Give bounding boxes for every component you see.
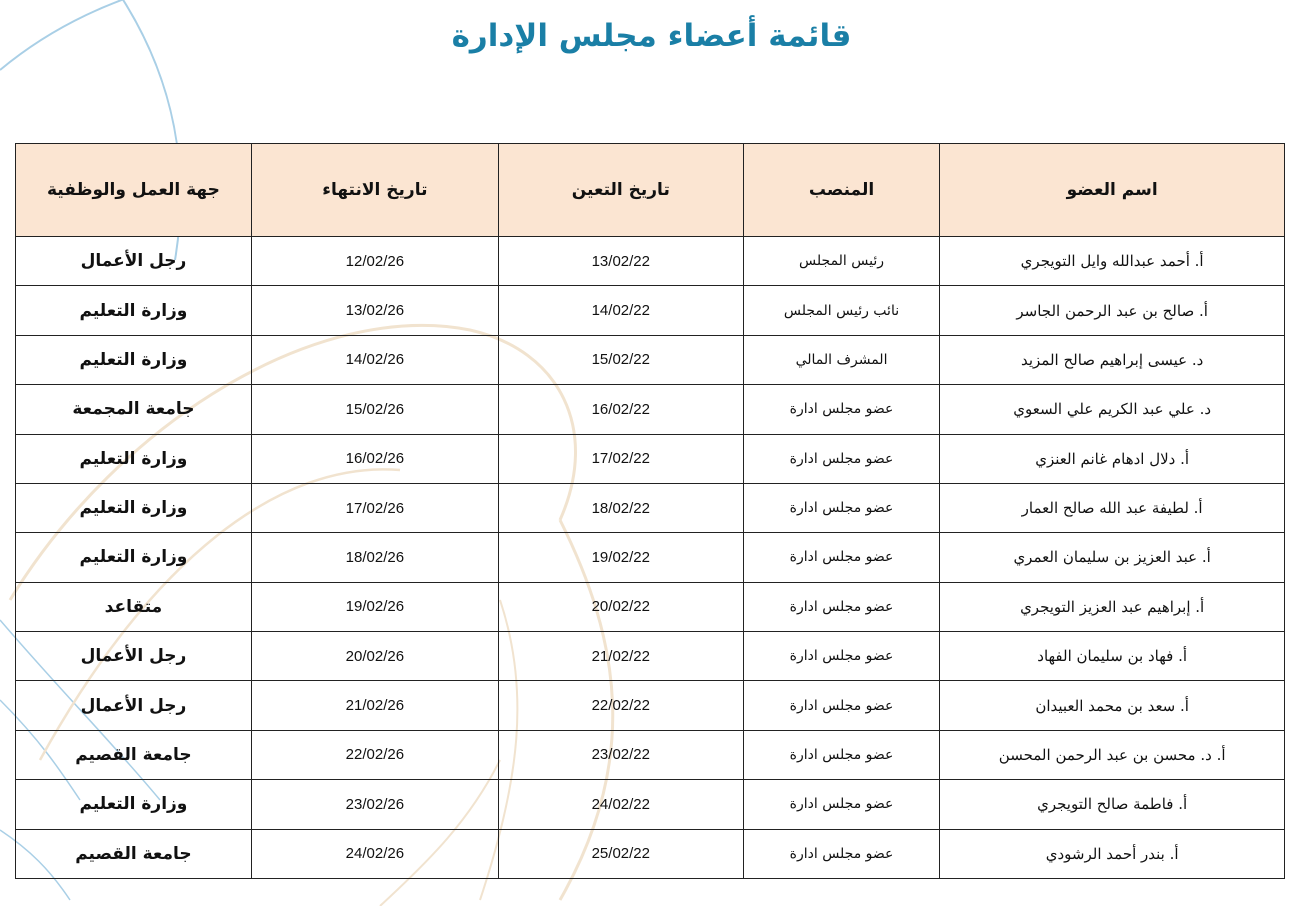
header-end-date: تاريخ الانتهاء	[251, 144, 498, 237]
cell-appointment-date: 16/02/22	[498, 385, 743, 434]
cell-position: عضو مجلس ادارة	[743, 582, 940, 631]
cell-member-name: أ. أحمد عبدالله وايل التويجري	[940, 237, 1285, 286]
cell-end-date: 20/02/26	[251, 632, 498, 681]
cell-appointment-date: 18/02/22	[498, 483, 743, 532]
table-row	[16, 533, 1285, 582]
cell-appointment-date: 22/02/22	[498, 681, 743, 730]
cell-appointment-date: 25/02/22	[498, 829, 743, 879]
cell-member-name: أ. دلال ادهام غانم العنزي	[940, 434, 1285, 483]
cell-position: عضو مجلس ادارة	[743, 434, 940, 483]
cell-employer: رجل الأعمال	[16, 237, 252, 286]
cell-position: عضو مجلس ادارة	[743, 385, 940, 434]
table-row	[16, 483, 1285, 532]
cell-member-name: أ. فاطمة صالح التويجري	[940, 780, 1285, 829]
cell-position: عضو مجلس ادارة	[743, 483, 940, 532]
cell-end-date: 24/02/26	[251, 829, 498, 879]
cell-appointment-date: 15/02/22	[498, 335, 743, 384]
cell-end-date: 13/02/26	[251, 286, 498, 335]
cell-position: عضو مجلس ادارة	[743, 730, 940, 779]
header-employer: جهة العمل والوظفية	[16, 144, 252, 237]
table-header-row	[16, 144, 1285, 237]
cell-employer: وزارة التعليم	[16, 780, 252, 829]
cell-member-name: أ. د. محسن بن عبد الرحمن المحسن	[940, 730, 1285, 779]
cell-appointment-date: 20/02/22	[498, 582, 743, 631]
cell-position: المشرف المالي	[743, 335, 940, 384]
cell-appointment-date: 19/02/22	[498, 533, 743, 582]
cell-member-name: د. علي عبد الكريم علي السعوي	[940, 385, 1285, 434]
cell-appointment-date: 24/02/22	[498, 780, 743, 829]
cell-member-name: أ. سعد بن محمد العبيدان	[940, 681, 1285, 730]
header-appointment-date: تاريخ التعين	[498, 144, 743, 237]
cell-position: عضو مجلس ادارة	[743, 681, 940, 730]
cell-appointment-date: 21/02/22	[498, 632, 743, 681]
cell-employer: رجل الأعمال	[16, 632, 252, 681]
cell-employer: متقاعد	[16, 582, 252, 631]
cell-position: عضو مجلس ادارة	[743, 533, 940, 582]
page-title: قائمة أعضاء مجلس الإدارة	[451, 18, 852, 54]
cell-end-date: 16/02/26	[251, 434, 498, 483]
table-row	[16, 237, 1285, 286]
cell-end-date: 12/02/26	[251, 237, 498, 286]
cell-employer: وزارة التعليم	[16, 533, 252, 582]
table-row	[16, 434, 1285, 483]
cell-employer: رجل الأعمال	[16, 681, 252, 730]
cell-appointment-date: 23/02/22	[498, 730, 743, 779]
header-member-name: اسم العضو	[940, 144, 1285, 237]
cell-member-name: أ. لطيفة عبد الله صالح العمار	[940, 483, 1285, 532]
cell-member-name: د. عيسى إبراهيم صالح المزيد	[940, 335, 1285, 384]
cell-employer: جامعة المجمعة	[16, 385, 252, 434]
cell-member-name: أ. عبد العزيز بن سليمان العمري	[940, 533, 1285, 582]
cell-position: عضو مجلس ادارة	[743, 632, 940, 681]
cell-end-date: 14/02/26	[251, 335, 498, 384]
cell-end-date: 17/02/26	[251, 483, 498, 532]
cell-end-date: 18/02/26	[251, 533, 498, 582]
cell-appointment-date: 14/02/22	[498, 286, 743, 335]
cell-employer: وزارة التعليم	[16, 434, 252, 483]
cell-member-name: أ. فهاد بن سليمان الفهاد	[940, 632, 1285, 681]
table-row	[16, 730, 1285, 779]
table-row	[16, 632, 1285, 681]
cell-employer: وزارة التعليم	[16, 483, 252, 532]
cell-end-date: 22/02/26	[251, 730, 498, 779]
cell-position: رئيس المجلس	[743, 237, 940, 286]
cell-appointment-date: 17/02/22	[498, 434, 743, 483]
table-row	[16, 335, 1285, 384]
cell-end-date: 19/02/26	[251, 582, 498, 631]
cell-employer: جامعة القصيم	[16, 730, 252, 779]
table-row	[16, 385, 1285, 434]
table-row	[16, 582, 1285, 631]
table-row	[16, 681, 1285, 730]
table-row	[16, 780, 1285, 829]
header-position: المنصب	[743, 144, 940, 237]
cell-member-name: أ. إبراهيم عبد العزيز التويجري	[940, 582, 1285, 631]
cell-employer: جامعة القصيم	[16, 829, 252, 879]
table-row	[16, 829, 1285, 879]
cell-position: نائب رئيس المجلس	[743, 286, 940, 335]
cell-position: عضو مجلس ادارة	[743, 829, 940, 879]
cell-appointment-date: 13/02/22	[498, 237, 743, 286]
cell-employer: وزارة التعليم	[16, 335, 252, 384]
cell-member-name: أ. صالح بن عبد الرحمن الجاسر	[940, 286, 1285, 335]
cell-employer: وزارة التعليم	[16, 286, 252, 335]
cell-end-date: 15/02/26	[251, 385, 498, 434]
cell-member-name: أ. بندر أحمد الرشودي	[940, 829, 1285, 879]
board-members-table	[15, 143, 1285, 879]
cell-end-date: 21/02/26	[251, 681, 498, 730]
table-row	[16, 286, 1285, 335]
cell-position: عضو مجلس ادارة	[743, 780, 940, 829]
cell-end-date: 23/02/26	[251, 780, 498, 829]
